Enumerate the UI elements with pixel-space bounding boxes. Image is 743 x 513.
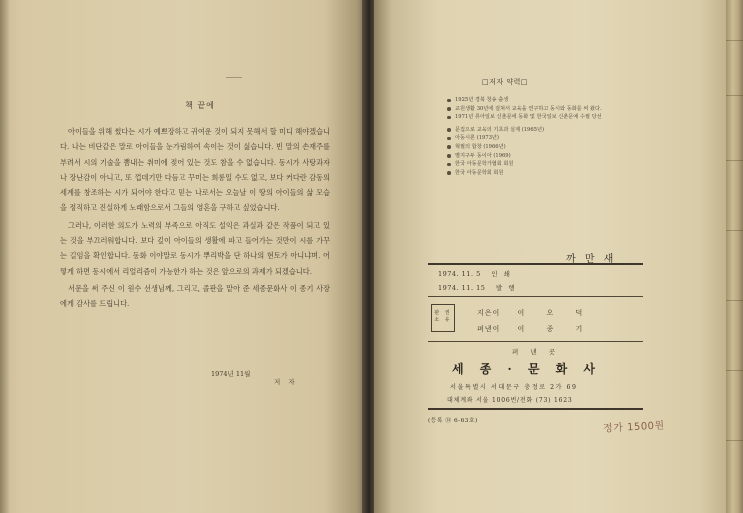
profile-item: 1971년 류아일보 신춘문에 동화 및 한국일보 신춘문예 수필 당선 [446, 113, 696, 122]
profile-item: 혁필의 합창 (1966년) [446, 143, 696, 152]
seal-line: 소 유 [434, 317, 452, 323]
handwritten-price: 정가 1500원 [602, 420, 665, 435]
profile-item: 한국 아동문학가협회 회원 [446, 160, 696, 169]
profile-item: 아동시론 (1973년) [446, 134, 696, 143]
copyright-seal-box [431, 304, 455, 332]
seal-line: 판 권 [434, 310, 452, 316]
colophon-rule [428, 408, 643, 410]
author-role: 지은이 [477, 309, 501, 317]
publisher-person: 이 종 기 [517, 325, 593, 333]
left-page [0, 0, 368, 513]
publish-date: 1974. 11. 15 [438, 284, 486, 292]
profile-list [446, 96, 696, 177]
profile-item: 교원생활 30년에 걸쳐서 교육을 연구하고 동시와 동화를 써 왔다. [446, 105, 696, 114]
right-page [374, 0, 728, 513]
page-mark [226, 77, 242, 78]
publisher-role: 펴낸이 [477, 325, 501, 333]
profile-item: 한국 아동문학회 회원 [446, 169, 696, 178]
colophon-rule [428, 296, 643, 297]
afterword-author: 저 자 [274, 378, 298, 386]
page-edges [726, 0, 743, 513]
profile-item: 문집으로 교육의 기초과 실제 (1965년) [446, 126, 696, 135]
afterword-paragraph: 그러나, 이러한 의도가 노력의 부족으로 아직도 설익은 과실과 같은 작품이 되고 있는 것을 부끄러워합니다. 보다 깊이 아이들의 생활에 파고 들어가는 것만이 시를 가꾸는 길임을 확인합니다. 동화 이야말로 동시가 뿌리박을 단 하나의 현토가 아니냐며. 어떻게 하면 동시에서 리얼리즘이 가능한가 하는 것은 앞으로의 과제가 되겠습니다. [60, 220, 330, 276]
publish-date-row [438, 283, 517, 292]
print-date: 1974. 11. 5 [438, 270, 481, 278]
profile-item: 별지구두 동이아 (1969) [446, 152, 696, 161]
profile-item: 1925년 경북 청송 출생 [446, 96, 696, 105]
print-date-row [438, 269, 512, 278]
registration-number: (등록 ⑭ 6-63호) [428, 418, 478, 424]
print-kind: 인 쇄 [491, 270, 512, 278]
publisher-phone: 대체계좌 서울 1006번/전화 (73) 1623 [447, 397, 573, 404]
afterword-title: 책 끝에 [185, 101, 215, 110]
afterword-paragraph: 아이들을 위해 썼다는 시가 예쁘장하고 귀여운 것이 되지 못해서 할 미디 해야겠습니다. 나는 비단같은 말로 아이들을 눈가림하여 속이는 것이 싫습니다. 빈 말의 손재주를 부려서 시의 기술을 뽐내는 취미에 젖어 있는 것도 참을 수 없습니다. 동시가 사탕과자나 장난감이 아니고, 또 껍데기만 다듬고 꾸미는 희롱일 수도 없고, 보다 커다란 감동의 세계를 창조하는 시가 되어야 한다고 믿는 나로서는 오늘날 이 땅의 아이들의 삶 모습을 정직하고 진실하게 노래함으로서 그들의 영혼을 구하고 싶었습니다. [60, 127, 330, 213]
profile-heading: □저자 약력□ [482, 78, 529, 86]
publisher-name: 세 종 · 문 화 사 [452, 362, 602, 376]
publisher-label: 펴 낸 곳 [512, 348, 560, 356]
colophon-book-title: 까 만 새 [566, 254, 617, 265]
publisher-credit [477, 324, 592, 334]
colophon-rule [428, 263, 643, 265]
publisher-address: 서울특별시 서대문구 충정로 2가 69 [450, 384, 578, 391]
afterword-date: 1974년 11월 [211, 370, 251, 378]
colophon-rule [428, 341, 643, 342]
afterword-paragraph: 서문을 써 주신 이 원수 선생님께, 그리고, 졸판을 맡아 준 세종문화사 이 종기 사장에게 감사를 드립니다. [60, 283, 330, 309]
author-name: 이 오 덕 [517, 309, 593, 317]
author-credit [477, 308, 592, 318]
publish-kind: 발 행 [495, 284, 517, 292]
afterword-body [60, 124, 330, 312]
